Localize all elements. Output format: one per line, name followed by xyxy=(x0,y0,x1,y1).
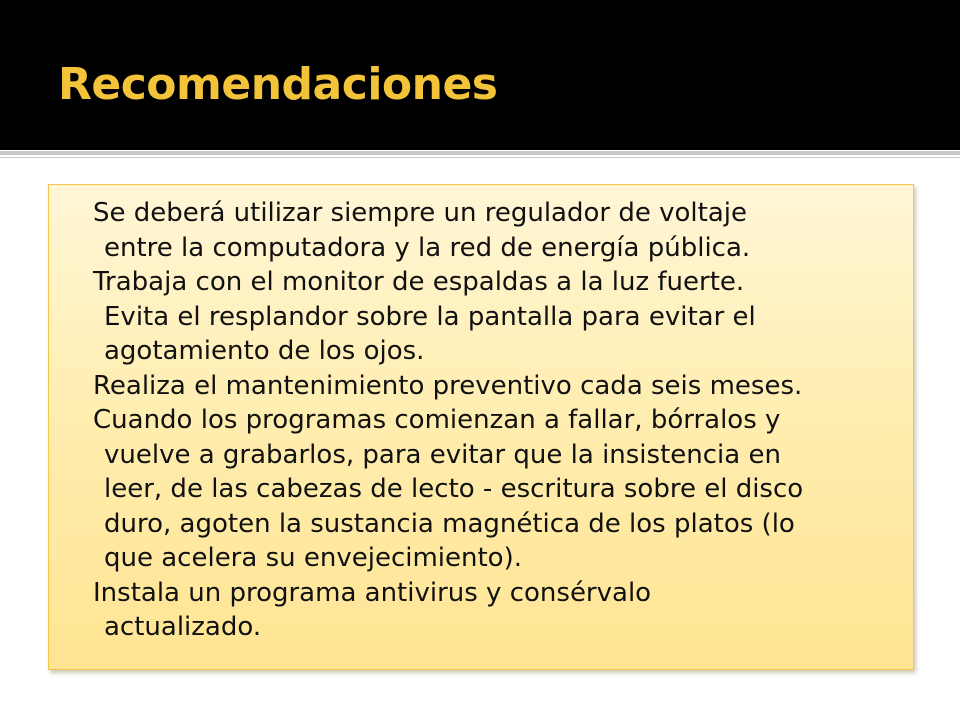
header-divider-thin xyxy=(0,157,960,158)
recommendations-text xyxy=(69,196,909,645)
content-box xyxy=(48,184,914,670)
recommendation-item: Se deberá utilizar siempre un regulador de voltaje entre la computadora y la red de energía pública. xyxy=(93,198,751,263)
recommendation-item: Instala un programa antivirus y consérvalo actualizado. xyxy=(93,577,652,642)
title-bar xyxy=(0,0,960,150)
header-divider-thick xyxy=(0,151,960,155)
recommendation-item: Trabaja con el monitor de espaldas a la luz fuerte. Evita el resplandor sobre la pantalla para evitar el agotamiento de los ojos. xyxy=(93,267,756,366)
slide-title: Recomendaciones xyxy=(58,59,498,110)
recommendation-item: Realiza el mantenimiento preventivo cada seis meses. xyxy=(93,370,803,401)
recommendation-item: Cuando los programas comienzan a fallar, bórralos y vuelve a grabarlos, para evitar que la insistencia en leer, de las cabezas de lecto - escritura sobre el disco duro, agoten la sustancia magnética de los platos (lo que acelera su envejecimiento). xyxy=(93,405,804,573)
